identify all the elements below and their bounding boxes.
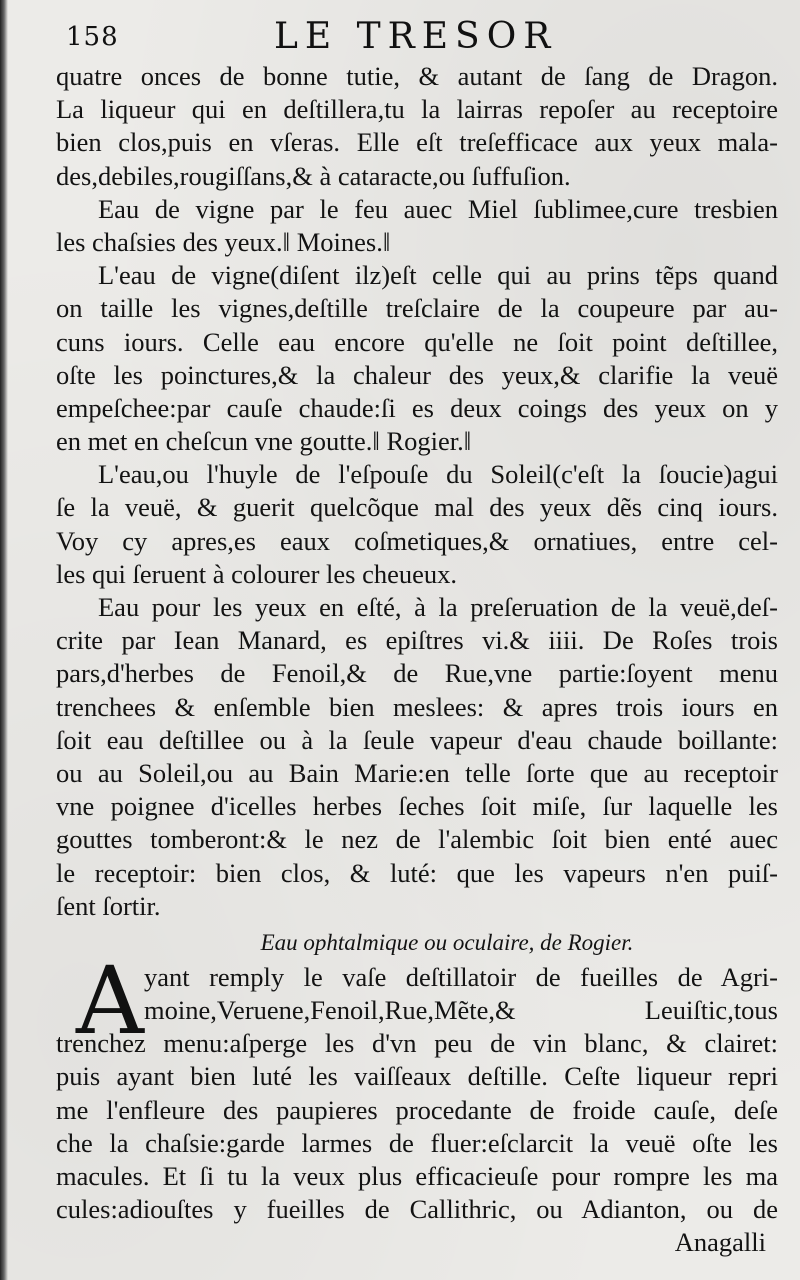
running-title: LE TRESOR: [274, 16, 558, 57]
text-line: ſoit eau deſtillee ou à la ſeule vapeur d'eau chaude boillante:: [56, 724, 778, 755]
text-line: cuns iours. Celle eau encore qu'elle ne ſoit point deſtillee,: [56, 326, 778, 357]
text-line: La liqueur qui en deſtillera,tu la lairras repoſer au receptoire: [56, 94, 778, 125]
text-line: puis ayant bien luté les vaiſſeaux deſtille. Ceſte liqueur repri: [56, 1061, 778, 1092]
catchword: Anagalli: [674, 1227, 766, 1258]
text-line: on taille les vignes,deſtille treſclaire de la coupeure par au-: [56, 293, 778, 324]
text-line: oſte les poinctures,& la chaleur des yeux,& clarifie la veuë: [56, 359, 778, 390]
paragraph-eau-de-vigne-miel: [56, 193, 778, 259]
text-line: ou au Soleil,ou au Bain Marie:en telle ſorte que au receptoir: [56, 757, 778, 788]
text-line: le receptoir: bien clos, & luté: que les vapeurs n'en puiſ-: [56, 857, 778, 888]
text-line: L'eau de vigne(diſent ilz)eſt celle qui au prins tẽps quand: [98, 260, 778, 291]
text-line: yant remply le vaſe deſtillatoir de fueilles de Agri-: [144, 961, 778, 992]
paragraph-eau-pour-les-yeux: [56, 591, 778, 923]
text-line: macules. Et ſi tu la veux plus efficacieuſe pour rompre les ma: [56, 1161, 778, 1191]
text-line: trenchez menu:aſperge les d'vn peu de vin blanc, & clairet:: [56, 1028, 778, 1059]
text-line: me l'enfleure des paupieres procedante de froide cauſe, deſe: [56, 1094, 778, 1125]
paragraph-espouse-du-soleil: [56, 458, 778, 591]
paragraph-eau-de-vigne: [56, 259, 778, 458]
text-line: gouttes tomberont:& le nez de l'alembic ſoit bien enté auec: [56, 824, 778, 855]
text-line: moine,Veruene,Fenoil,Rue,Mẽte,& Leuiſtic,tous: [144, 995, 778, 1026]
text-line: Voy cy apres,es eaux coſmetiques,& ornatiues, entre cel-: [56, 525, 778, 556]
drop-cap-initial: A: [76, 946, 144, 1056]
text-line: vne poignee d'icelles herbes ſeches ſoit miſe, ſur laquelle les: [56, 791, 778, 822]
text-line: en met en cheſcun vne goutte.‖ Rogier.‖: [56, 426, 472, 457]
text-line: Eau pour les yeux en eſté, à la preſeruation de la veuë,deſ-: [98, 592, 778, 622]
text-line: che la chaſsie:garde larmes de fluer:eſclarcit la veuë oſte les: [56, 1127, 778, 1158]
text-line: Eau de vigne par le feu auec Miel ſublimee,cure tresbien: [98, 193, 778, 224]
paragraph-rogier-recipe: [56, 946, 778, 1227]
text-line: les qui ſeruent à colourer les cheueux.: [56, 558, 458, 589]
text-line: les chaſsies des yeux.‖ Moines.‖: [56, 226, 391, 257]
text-line: empeſchee:par cauſe chaude:ſi es deux coings des yeux on y: [56, 392, 778, 423]
text-line: trenchees & enſemble bien meslees: & apres trois iours en: [56, 691, 778, 722]
text-line: pars,d'herbes de Fenoil,& de Rue,vne partie:ſoyent menu: [56, 658, 778, 689]
folio-number: 158: [66, 22, 119, 52]
text-line: ſe la veuë, & guerit quelcõque mal des yeux dẽs cinq iours.: [56, 492, 778, 523]
text-line: quatre onces de bonne tutie, & autant de ſang de Dragon.: [56, 61, 778, 91]
text-block: [56, 60, 778, 1260]
paragraph-continued: [56, 60, 778, 193]
section-heading: Eau ophtalmique ou oculaire, de Rogier.: [260, 929, 634, 955]
text-line: cules:adiouſtes y fueilles de Callithric, ou Adianton, ou de: [56, 1194, 778, 1225]
text-line: ſent ſortir.: [56, 890, 161, 921]
text-line: L'eau,ou l'huyle de l'eſpouſe du Soleil(c'eſt la ſoucie)agui: [98, 459, 778, 490]
page-gutter-shadow: [0, 0, 8, 1280]
page-header: [66, 14, 766, 62]
text-line: bien clos,puis en vſeras. Elle eſt treſefficace aux yeux mala-: [56, 127, 778, 158]
text-line: crite par Iean Manard, es epiſtres vi.& iiii. De Roſes trois: [56, 625, 778, 656]
text-line: des,debiles,rougiſſans,& à cataracte,ou ſuffuſion.: [56, 160, 571, 191]
